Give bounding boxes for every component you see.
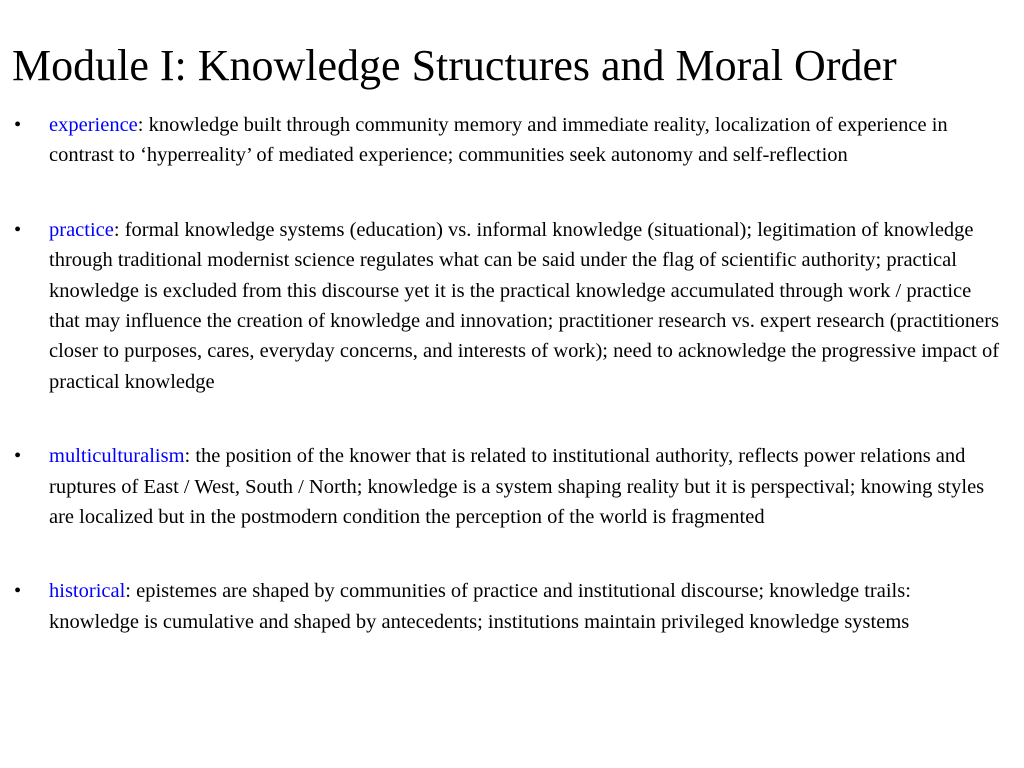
term-multiculturalism: multiculturalism — [49, 445, 185, 468]
bullet-icon: • — [14, 445, 22, 468]
bullet-icon: • — [14, 580, 22, 603]
bullet-icon: • — [14, 114, 22, 136]
term-experience: experience — [49, 114, 138, 136]
bullet-text-historical: : epistemes are shaped by communities of practice and institutional discourse; knowledge trails: knowledge is cumulative and shaped by antecedents; institutions maintain privileged knowledge systems — [49, 580, 911, 633]
term-practice: practice — [49, 218, 114, 241]
bullet-list — [0, 110, 1024, 637]
bullet-experience — [0, 110, 1024, 171]
bullet-historical — [0, 576, 1024, 637]
bullet-text-multiculturalism: : the position of the knower that is related to institutional authority, reflects power relations and ruptures of East / West, South / North; knowledge is a system shaping reality but it is perspectival; knowing styles are localized but in the postmodern condition the perception of the world is fragmented — [49, 445, 985, 529]
bullet-icon: • — [14, 218, 22, 241]
bullet-practice — [0, 215, 1024, 397]
bullet-multiculturalism — [0, 441, 1024, 532]
term-historical: historical — [49, 580, 126, 603]
bullet-text-experience: : knowledge built through community memory and immediate reality, localization of experience in contrast to ‘hyperreality’ of mediated experience; communities seek autonomy and self-reflection — [49, 114, 948, 167]
bullet-text-practice: : formal knowledge systems (education) vs. informal knowledge (situational); legitimation of knowledge through traditional modernist science regulates what can be said under the flag of scientific authority; practical knowledge is excluded from this discourse yet it is the practical knowledge accumulated through work / practice that may influence the creation of knowledge and innovation; practitioner research vs. expert research (practitioners closer to purposes, cares, everyday concerns, and interests of work); need to acknowledge the progressive impact of practical knowledge — [49, 218, 1000, 393]
slide-title: Module I: Knowledge Structures and Moral Order — [12, 41, 897, 90]
